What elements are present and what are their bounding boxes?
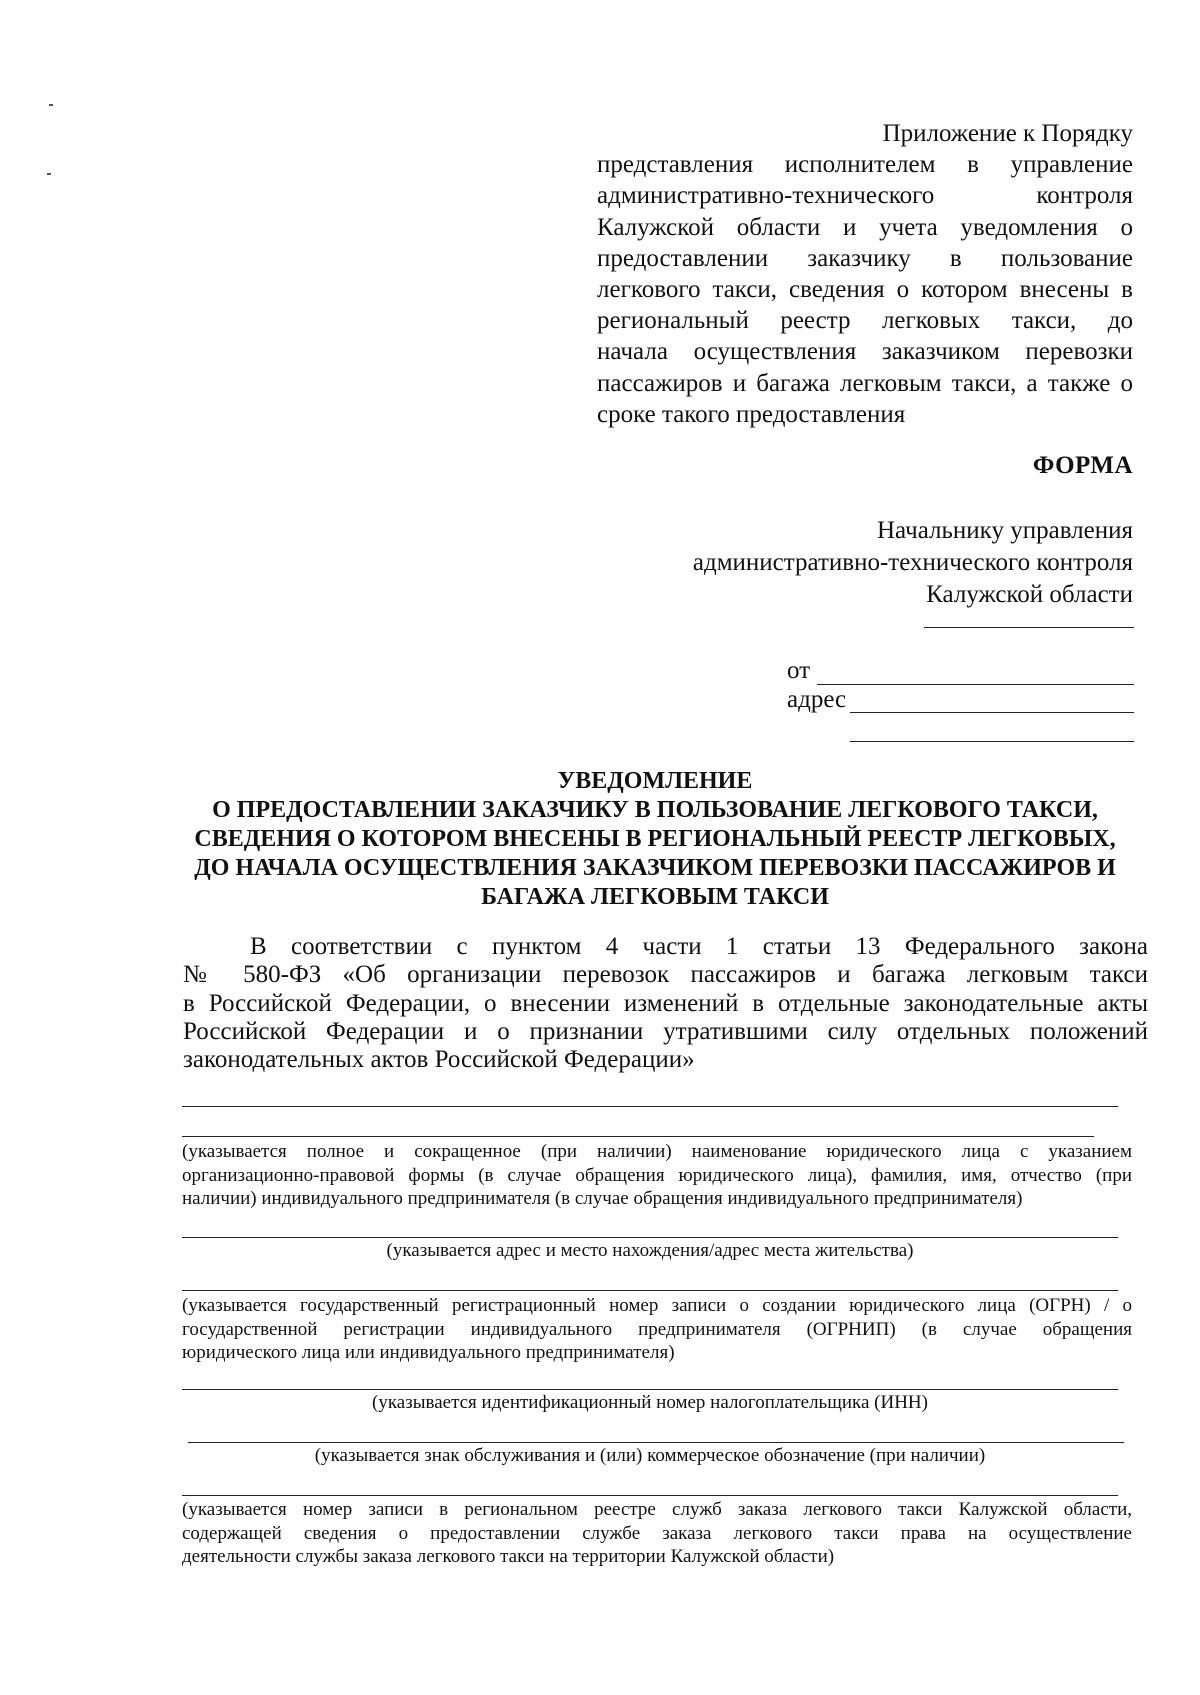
registry-field-note: [182, 1498, 1132, 1569]
appendix-title: Приложение к Порядку: [882, 120, 1133, 147]
scan-speck: [49, 104, 53, 106]
addressee-block: [693, 515, 1133, 611]
name-field-line-1: [182, 1106, 1118, 1107]
note-line: деятельности службы заказа легкового такси на территории Калужской области): [182, 1546, 835, 1567]
from-line: [817, 684, 1134, 685]
note-line: (указывается полное и сокращенное (при наличии) наименование юридического лица с указанием: [182, 1141, 1132, 1162]
appendix-header: [597, 118, 1133, 430]
inn-field-note: (указывается идентификационный номер налогоплательщика (ИНН): [372, 1392, 928, 1413]
appendix-line: региональный реестр легковых такси, до: [597, 307, 1133, 335]
addressee-line: Калужской области: [926, 581, 1133, 608]
scan-speck: [47, 173, 51, 175]
name-field-note: [182, 1140, 1132, 1211]
body-line: № 580-ФЗ «Об организации перевозок пассажиров и багажа легковым такси: [183, 961, 1148, 989]
brand-field-line: [188, 1442, 1124, 1443]
inn-field-line: [182, 1389, 1118, 1390]
addressee-line: административно-технического контроля: [692, 549, 1133, 576]
registry-field-line: [182, 1495, 1118, 1496]
body-line: Российской Федерации и о признании утратившими силу отдельных положений: [183, 1017, 1148, 1045]
from-label: от: [787, 657, 811, 684]
body-line: в Российской Федерации, о внесении изменений в отдельные законодательные акты: [183, 989, 1148, 1017]
note-line: наличии) индивидуального предпринимателя (в случае обращения индивидуального предпринимателя): [182, 1188, 1023, 1209]
brand-field-note: (указывается знак обслуживания и (или) коммерческое обозначение (при наличии): [314, 1445, 986, 1466]
note-line: юридического лица или индивидуального предпринимателя): [182, 1342, 675, 1363]
addressee-line: Начальнику управления: [877, 517, 1133, 544]
note-line: организационно-правовой формы (в случае обращения юридического лица), фамилия, имя, отчество (при: [182, 1164, 1132, 1186]
ogrn-field-note: [182, 1294, 1132, 1365]
note-line: (указывается государственный регистрационный номер записи о создании юридического лица (ОГРН) / о: [182, 1295, 1132, 1316]
notice-title: [140, 767, 1170, 912]
title-line: БАГАЖА ЛЕГКОВЫМ ТАКСИ: [481, 884, 829, 910]
title-line: ДО НАЧАЛА ОСУЩЕСТВЛЕНИЯ ЗАКАЗЧИКОМ ПЕРЕВОЗКИ ПАССАЖИРОВ И: [194, 855, 1116, 881]
addressee-name-line: [924, 627, 1134, 628]
title-line: О ПРЕДОСТАВЛЕНИИ ЗАКАЗЧИКУ В ПОЛЬЗОВАНИЕ ЛЕГКОВОГО ТАКСИ,: [212, 797, 1098, 823]
appendix-line: административно-технического контроля: [597, 182, 1133, 210]
appendix-line: сроке такого предоставления: [597, 400, 906, 428]
note-line: (указывается номер записи в региональном реестре служб заказа легкового такси Калужской области,: [182, 1499, 1132, 1520]
ogrn-field-line: [182, 1290, 1118, 1291]
address-line-2: [850, 741, 1134, 742]
address-field-note: (указывается адрес и место нахождения/адрес места жительства): [386, 1240, 914, 1261]
appendix-line: Калужской области и учета уведомления о: [597, 213, 1133, 241]
title-line: СВЕДЕНИЯ О КОТОРОМ ВНЕСЕНЫ В РЕГИОНАЛЬНЫЙ РЕЕСТР ЛЕГКОВЫХ,: [194, 826, 1116, 852]
form-label: ФОРМА: [1032, 452, 1133, 479]
appendix-line: начала осуществления заказчиком перевозки: [597, 338, 1133, 366]
body-line: В соответствии с пунктом 4 части 1 статьи 13 Федерального закона: [250, 933, 1148, 960]
address-line: [850, 712, 1134, 713]
appendix-line: предоставлении заказчику в пользование: [597, 244, 1133, 272]
address-label: адрес: [787, 686, 847, 713]
body-line: законодательных актов Российской Федерации»: [183, 1046, 695, 1074]
appendix-line: легкового такси, сведения о котором внесены в: [597, 276, 1133, 304]
appendix-line: представления исполнителем в управление: [597, 151, 1133, 179]
note-line: государственной регистрации индивидуального предпринимателя (ОГРНИП) (в случае обращения: [182, 1318, 1132, 1340]
name-field-line-2: [182, 1136, 1094, 1137]
address-field-line: [182, 1237, 1118, 1238]
appendix-line: пассажиров и багажа легковым такси, а также о: [597, 369, 1133, 397]
body-paragraph: [183, 933, 1148, 1074]
note-line: содержащей сведения о предоставлении службе заказа легкового такси права на осуществление: [182, 1522, 1132, 1544]
title-line: УВЕДОМЛЕНИЕ: [557, 768, 753, 794]
